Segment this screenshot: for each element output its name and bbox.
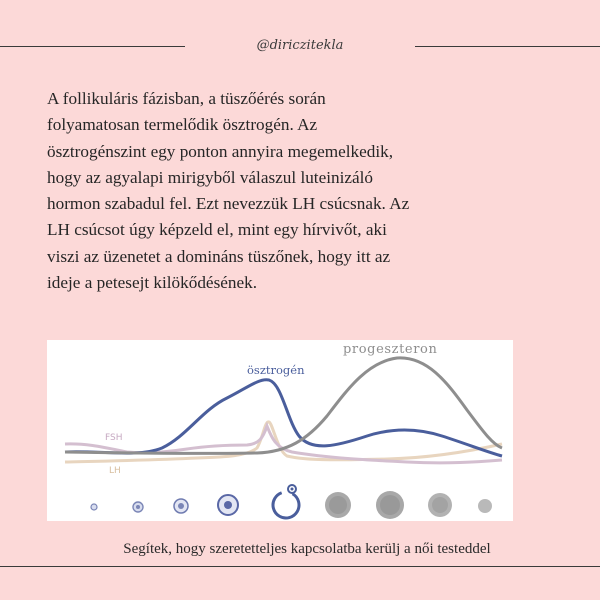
estrogen-curve [65,380,502,456]
follicle-row [91,485,492,521]
dominant-follicle-icon [268,487,304,521]
fsh-curve [65,426,502,463]
body-line: folyamatosan termelődik ösztrogén. Az [47,115,318,135]
hormone-cycle-figure [47,340,513,521]
body-line: LH csúcsot úgy képzeld el, mint egy hírvivőt, aki [47,220,387,240]
body-line: ösztrogénszint egy ponton annyira megemelkedik, [47,141,394,161]
follicle-icon [91,504,97,510]
footer-tagline: Segítek, hogy szeretetteljes kapcsolatba kerülj a női testeddel [123,541,491,557]
lh-curve [65,422,502,462]
body-line: hormon szabadul fel. Ezt nevezzük LH csúcsnak. Az [47,194,410,214]
body-line: ideje a petesejt kilökődésének. [47,273,257,293]
corpus-luteum-icon [478,499,492,513]
divider-bottom [0,566,600,567]
body-line: hogy az agyalapi mirigyből válaszul luteinizáló [47,167,373,187]
estrogen-label: ösztrogén [247,363,305,377]
lh-label: LH [109,466,121,476]
hormone-curves-svg [47,340,513,521]
fsh-label: FSH [105,433,123,443]
divider-top-left [0,46,185,47]
body-line: A follikuláris fázisban, a tüszőérés során [47,89,326,108]
body-line: viszi az üzenetet a domináns tüszőnek, hogy itt az [47,246,391,266]
divider-top-right [415,46,600,47]
progesterone-label: progeszteron [343,342,438,357]
body-text [47,86,567,296]
author-handle: @diriczitekla [256,38,344,53]
